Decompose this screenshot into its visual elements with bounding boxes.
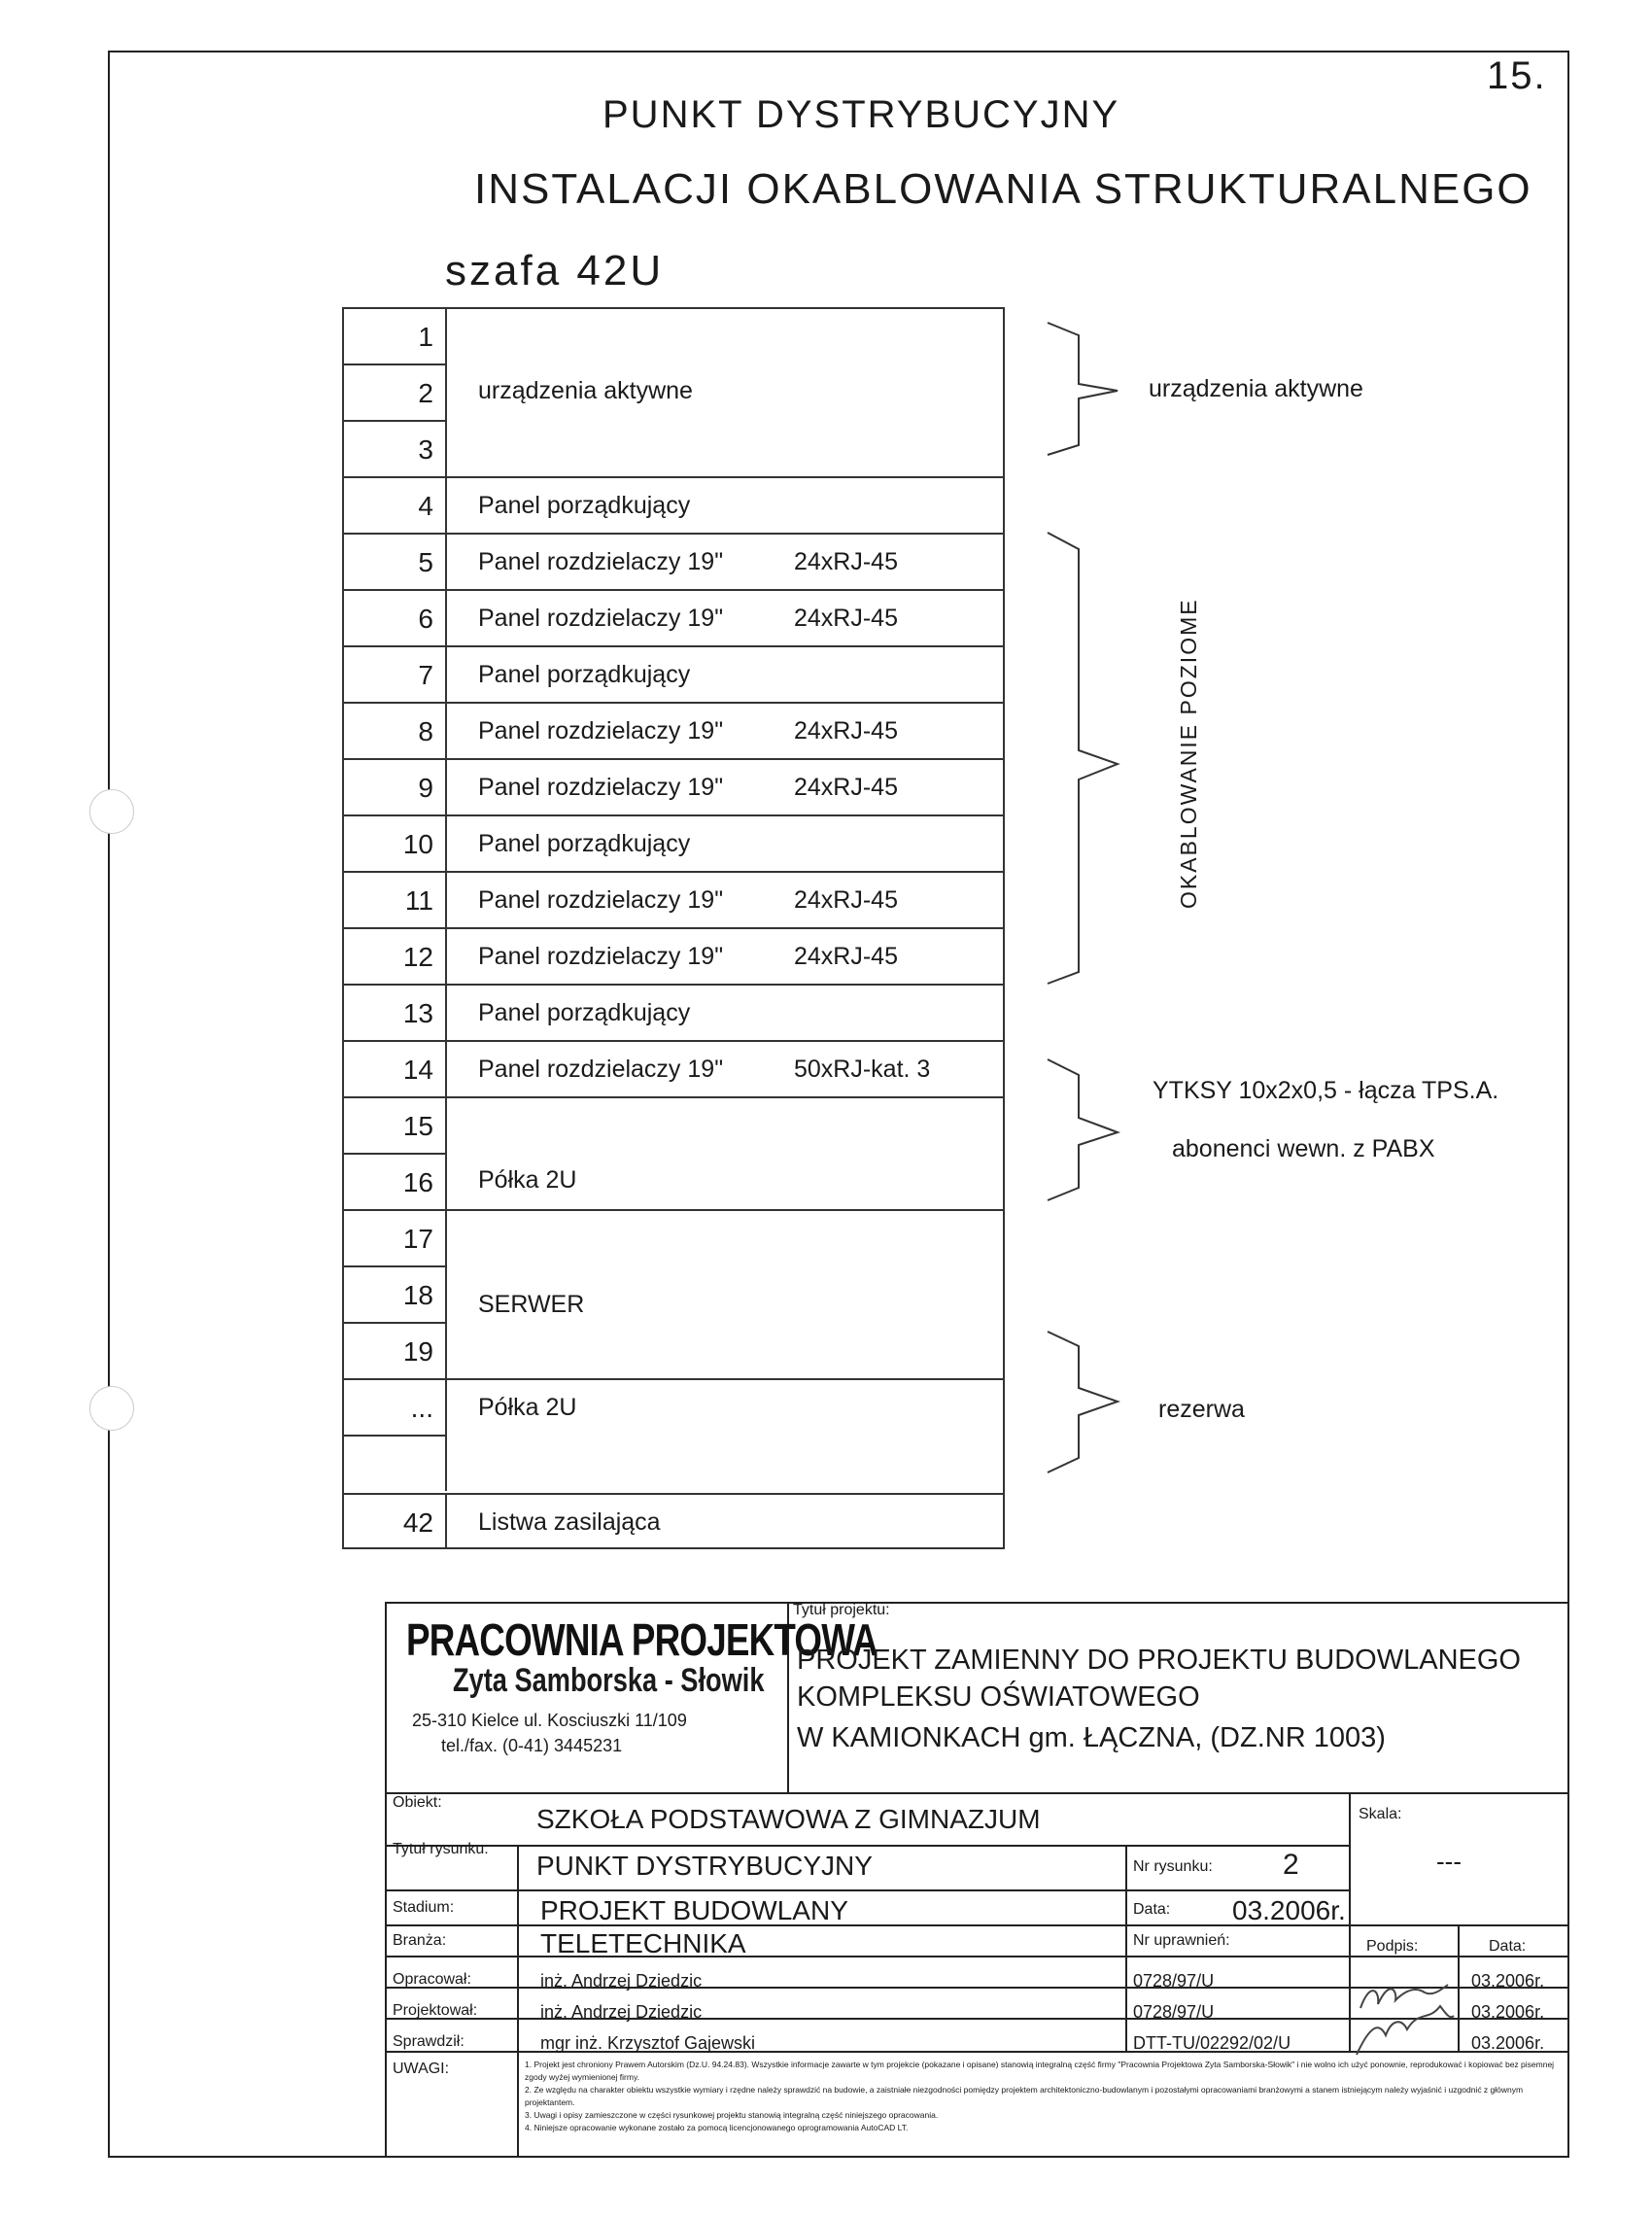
podpis-label: Podpis: [1366, 1938, 1419, 1955]
rack-unit-number: 15 [342, 1098, 447, 1153]
person-license-number: DTT-TU/02292/02/U [1133, 2033, 1291, 2053]
rack-unit-number: 14 [342, 1042, 447, 1096]
rack-unit-number: 16 [342, 1153, 447, 1209]
company-address: 25-310 Kielce ul. Kosciuszki 11/109 [412, 1711, 687, 1730]
project-title-label: Tytuł projektu: [793, 1602, 890, 1618]
data-value: 03.2006r. [1232, 1895, 1346, 1925]
nr-rysunku-label: Nr rysunku: [1133, 1858, 1213, 1875]
rack-unit-number: 1 [342, 309, 447, 364]
rack-unit-number: 12 [342, 929, 447, 984]
punch-hole [89, 1386, 134, 1431]
brace-reserve [1048, 1332, 1118, 1472]
tytul-rysunku-value: PUNKT DYSTRYBUCYJNY [536, 1851, 873, 1881]
group-label-horizontal: OKABLOWANIE POZIOME [1176, 598, 1201, 909]
skala-label: Skala: [1359, 1806, 1402, 1822]
rack-unit-label: Panel porządkujący [478, 999, 691, 1026]
rack-unit-spec: 50xRJ-kat. 3 [794, 1056, 931, 1083]
skala-value: --- [1436, 1847, 1462, 1876]
stadium-label: Stadium: [393, 1899, 455, 1916]
rack-unit-number: 5 [342, 535, 447, 589]
rack-unit-number: 17 [342, 1211, 447, 1265]
rack-unit-label: Panel rozdzielaczy 19" [478, 943, 724, 970]
stadium-value: PROJEKT BUDOWLANY [540, 1895, 848, 1925]
note-4: 4. Niniejsze opracowanie wykonane zostało za pomocą licencjonowanego oprogramowania AutoCAD LT. [525, 2123, 909, 2132]
rack-unit-label: Panel rozdzielaczy 19" [478, 605, 724, 632]
rack-unit-label: Półka 2U [478, 1394, 577, 1421]
project-title-2: KOMPLEKSU OŚWIATOWEGO [797, 1681, 1200, 1713]
rack-unit-number: 18 [342, 1265, 447, 1322]
rack-unit-spec: 24xRJ-45 [794, 548, 898, 575]
data-label: Data: [1133, 1901, 1171, 1918]
rack-unit-label: Panel rozdzielaczy 19" [478, 1056, 724, 1083]
note-2: 2. Ze względu na charakter obiektu wszystkie wymiary i rzędne należy sprawdzić na budowie, a zaistniałe niezgodności pomiędzy projektem architektoniczno-budowlanym i pozostałymi opracowaniami branżowymi a stanem istniejącym należy wyjaśnić i uzgodnić z głównym projektantem. [525, 2085, 1524, 2107]
person-role: Sprawdził: [393, 2033, 465, 2050]
project-title-3: W KAMIONKACH gm. ŁĄCZNA, (DZ.NR 1003) [797, 1722, 1386, 1753]
brace-group [1040, 311, 1137, 1516]
obiekt-value: SZKOŁA PODSTAWOWA Z GIMNAZJUM [536, 1804, 1041, 1834]
person-name: mgr inż. Krzysztof Gajewski [540, 2033, 756, 2053]
rack-unit-number: 3 [342, 420, 447, 476]
nr-rysunku-value: 2 [1283, 1849, 1299, 1881]
group-label-ytksy: YTKSY 10x2x0,5 - łącza TPS.A. [1153, 1077, 1499, 1104]
rack-unit-label: Panel rozdzielaczy 19" [478, 886, 724, 914]
obiekt-label: Obiekt: [393, 1794, 442, 1811]
company-logo: PRACOWNIA PROJEKTOWA [406, 1614, 878, 1665]
branza-label: Branża: [393, 1932, 447, 1949]
rack-unit-number: 2 [342, 364, 447, 420]
heading-line-1: PUNKT DYSTRYBUCYJNY [602, 93, 1120, 136]
person-license-number: 0728/97/U [1133, 1971, 1215, 1991]
rack-outline [342, 307, 1005, 1549]
project-title-1: PROJEKT ZAMIENNY DO PROJEKTU BUDOWLANEGO [797, 1645, 1521, 1676]
person-role: Opracował: [393, 1971, 471, 1988]
rack-unit-label: Panel porządkujący [478, 830, 691, 857]
rack-unit-number: 10 [342, 816, 447, 871]
rack-unit-label: Panel rozdzielaczy 19" [478, 717, 724, 745]
brace-ytksy [1048, 1059, 1118, 1200]
note-3: 3. Uwagi i opisy zamieszczone w części rysunkowej projektu stanowią integralną część niniejszego opracowania. [525, 2110, 939, 2120]
rack-unit-label: Panel porządkujący [478, 661, 691, 688]
rack-unit-number: 7 [342, 647, 447, 702]
rack-unit-number: 13 [342, 986, 447, 1040]
company-phone: tel./fax. (0-41) 3445231 [441, 1736, 623, 1755]
nr-uprawnien-label: Nr uprawnień: [1133, 1932, 1230, 1949]
rack-unit-label: Półka 2U [478, 1166, 577, 1194]
person-name: inż. Andrzej Dziedzic [540, 1971, 703, 1991]
rack-unit-label: urządzenia aktywne [478, 377, 693, 404]
rack-unit-number: 8 [342, 704, 447, 758]
person-date: 03.2006r. [1471, 2033, 1545, 2053]
rack-unit-spec: 24xRJ-45 [794, 605, 898, 632]
rack-unit-number: 11 [342, 873, 447, 927]
group-label-reserve: rezerwa [1158, 1396, 1245, 1423]
tytul-rysunku-label: Tytuł rysunku: [393, 1841, 489, 1857]
rack-unit-number: 9 [342, 760, 447, 814]
heading-cabinet: szafa 42U [445, 247, 665, 294]
notes [525, 2059, 1555, 2134]
heading-line-2: INSTALACJI OKABLOWANIA STRUKTURALNEGO [474, 165, 1532, 213]
person-name: inż. Andrzej Dziedzic [540, 2002, 703, 2022]
person-role: Projektował: [393, 2002, 478, 2019]
person-date: 03.2006r. [1471, 1971, 1545, 1991]
group-label-pabx: abonenci wewn. z PABX [1172, 1135, 1435, 1162]
rack-unit-label: Panel porządkujący [478, 492, 691, 519]
rack-unit-spec: 24xRJ-45 [794, 717, 898, 745]
rack-unit-number: 19 [342, 1322, 447, 1378]
page-number: 15. [1487, 54, 1547, 97]
rack-unit-spec: 24xRJ-45 [794, 886, 898, 914]
rack-unit-spec: 24xRJ-45 [794, 943, 898, 970]
company-logo-subtitle: Zyta Samborska - Słowik [453, 1662, 765, 1699]
uwagi-label: UWAGI: [393, 2061, 450, 2077]
rack-unit-number: 42 [342, 1495, 447, 1549]
rack-unit-label: Panel rozdzielaczy 19" [478, 548, 724, 575]
branza-value: TELETECHNIKA [540, 1928, 746, 1958]
rack-unit-label: SERWER [478, 1291, 585, 1318]
punch-hole [89, 789, 134, 834]
rack-unit-label: Listwa zasilająca [478, 1508, 661, 1536]
group-label-active: urządzenia aktywne [1149, 375, 1363, 402]
rack-unit-number: ... [342, 1380, 447, 1435]
rack-unit-spec: 24xRJ-45 [794, 774, 898, 801]
rack-unit-number: 4 [342, 478, 447, 533]
data2-label: Data: [1489, 1938, 1527, 1955]
person-date: 03.2006r. [1471, 2002, 1545, 2022]
brace-active [1048, 323, 1118, 455]
note-1: 1. Projekt jest chroniony Prawem Autorskim (Dz.U. 94.24.83). Wszystkie informacje zawarte w tym projekcie (pokazane i opisane) stanowią integralną część firmy "Pracownia Projektowa Zyta Samborska-Słowik" i nie wolno ich użyć ponownie, reprodukować i kopiować bez pisemnej zgody wyżej wymienionej firmy. [525, 2060, 1555, 2082]
person-license-number: 0728/97/U [1133, 2002, 1215, 2022]
signatures [1351, 1961, 1458, 2059]
rack-unit-label: Panel rozdzielaczy 19" [478, 774, 724, 801]
rack-unit-number: 6 [342, 591, 447, 645]
brace-horizontal [1048, 533, 1118, 984]
